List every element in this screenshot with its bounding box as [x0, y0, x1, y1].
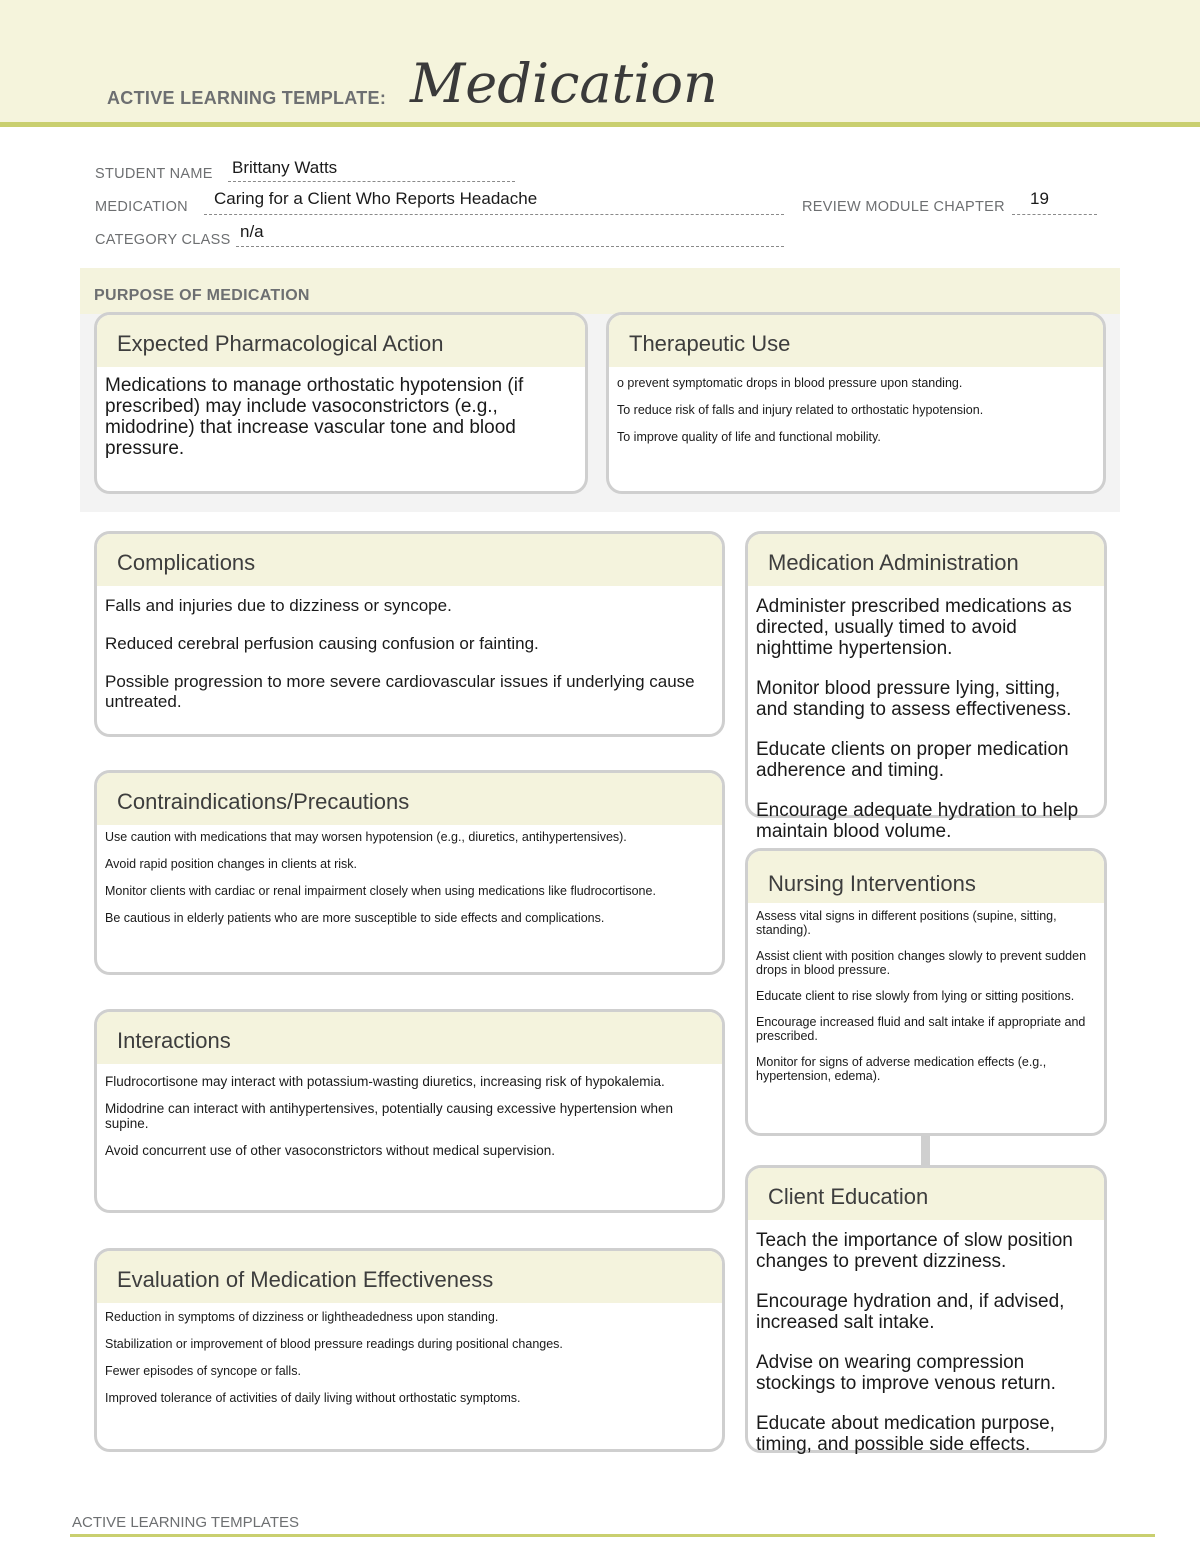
footer-rule	[70, 1534, 1155, 1537]
therapeutic-use-heading: Therapeutic Use	[609, 315, 1103, 367]
complications-item: Reduced cerebral perfusion causing confusion or fainting.	[105, 634, 539, 653]
complications-heading: Complications	[97, 534, 722, 586]
medication-line	[204, 214, 784, 215]
education-item: Educate about medication purpose, timing, and possible side effects.	[756, 1413, 1055, 1455]
interactions-item: Fludrocortisone may interact with potassium-wasting diuretics, increasing risk of hypokalemia.	[105, 1074, 665, 1089]
contraindications-item: Monitor clients with cardiac or renal impairment closely when using medications like fludrocortisone.	[105, 884, 656, 898]
administration-item: Educate clients on proper medication adherence and timing.	[756, 739, 1069, 781]
nursing-item: Educate client to rise slowly from lying or sitting positions.	[756, 989, 1075, 1003]
nursing-item: Assess vital signs in different positions (supine, sitting, standing).	[756, 909, 1057, 937]
administration-item: Administer prescribed medications as directed, usually timed to avoid nighttime hypertension.	[756, 596, 1072, 659]
category-class-label: CATEGORY CLASS	[95, 232, 231, 248]
education-item: Advise on wearing compression stockings to improve venous return.	[756, 1352, 1056, 1394]
expected-action-box	[94, 312, 588, 494]
education-heading: Client Education	[748, 1168, 1104, 1220]
therapeutic-use-box	[606, 312, 1106, 494]
footer-label: ACTIVE LEARNING TEMPLATES	[72, 1514, 299, 1531]
contraindications-item: Be cautious in elderly patients who are more susceptible to side effects and complications.	[105, 911, 605, 925]
education-item: Teach the importance of slow position changes to prevent dizziness.	[756, 1230, 1073, 1272]
complications-item: Possible progression to more severe cardiovascular issues if underlying cause untreated.	[105, 672, 695, 711]
administration-box	[745, 531, 1107, 842]
student-name-label: STUDENT NAME	[95, 166, 213, 182]
administration-item: Encourage adequate hydration to help maintain blood volume.	[756, 800, 1079, 842]
education-box	[745, 1165, 1107, 1453]
interactions-box	[94, 1009, 725, 1213]
contraindications-heading: Contraindications/Precautions	[97, 773, 722, 825]
expected-action-heading: Expected Pharmacological Action	[97, 315, 585, 367]
purpose-title: PURPOSE OF MEDICATION	[94, 287, 310, 304]
evaluation-item: Stabilization or improvement of blood pressure readings during positional changes.	[105, 1337, 563, 1351]
contraindications-item: Use caution with medications that may worsen hypotension (e.g., diuretics, antihypertensives).	[105, 830, 627, 844]
nursing-item: Assist client with position changes slowly to prevent sudden drops in blood pressure.	[756, 949, 1087, 977]
nursing-item: Monitor for signs of adverse medication effects (e.g., hypertension, edema).	[756, 1055, 1047, 1083]
contraindications-item: Avoid rapid position changes in clients at risk.	[105, 857, 357, 871]
evaluation-item: Improved tolerance of activities of daily living without orthostatic symptoms.	[105, 1391, 521, 1405]
connector-bar	[921, 1136, 930, 1167]
interactions-heading: Interactions	[97, 1012, 722, 1064]
review-module-line	[1012, 214, 1097, 215]
evaluation-box	[94, 1248, 725, 1452]
contraindications-box	[94, 770, 725, 975]
nursing-heading: Nursing Interventions	[748, 851, 1104, 903]
therapeutic-use-item: To reduce risk of falls and injury related to orthostatic hypotension.	[617, 403, 984, 417]
complications-item: Falls and injuries due to dizziness or syncope.	[105, 596, 452, 615]
page-title: Medication	[410, 52, 718, 115]
category-class-line	[236, 246, 784, 247]
medication-field[interactable]: Caring for a Client Who Reports Headache	[214, 189, 538, 208]
evaluation-item: Reduction in symptoms of dizziness or lightheadedness upon standing.	[105, 1310, 499, 1324]
therapeutic-use-item: To improve quality of life and functional mobility.	[617, 430, 881, 444]
evaluation-item: Fewer episodes of syncope or falls.	[105, 1364, 301, 1378]
nursing-box	[745, 848, 1107, 1136]
nursing-item: Encourage increased fluid and salt intake if appropriate and prescribed.	[756, 1015, 1086, 1043]
student-name-field[interactable]: Brittany Watts	[232, 158, 338, 177]
therapeutic-use-item: o prevent symptomatic drops in blood pressure upon standing.	[617, 376, 963, 390]
student-name-line	[228, 181, 515, 182]
interactions-item: Avoid concurrent use of other vasoconstrictors without medical supervision.	[105, 1143, 555, 1158]
complications-box	[94, 531, 725, 737]
evaluation-heading: Evaluation of Medication Effectiveness	[97, 1251, 722, 1303]
interactions-item: Midodrine can interact with antihypertensives, potentially causing excessive hypertension when supine.	[105, 1101, 674, 1131]
administration-heading: Medication Administration	[748, 534, 1104, 586]
administration-item: Monitor blood pressure lying, sitting, and standing to assess effectiveness.	[756, 678, 1072, 720]
medication-label: MEDICATION	[95, 199, 188, 215]
review-module-field[interactable]: 19	[1030, 189, 1049, 208]
template-label: ACTIVE LEARNING TEMPLATE:	[107, 88, 387, 108]
review-module-label: REVIEW MODULE CHAPTER	[802, 199, 1005, 215]
education-item: Encourage hydration and, if advised, increased salt intake.	[756, 1291, 1065, 1333]
category-class-field[interactable]: n/a	[240, 222, 264, 241]
expected-action-text: Medications to manage orthostatic hypotension (if prescribed) may include vasoconstrictors (e.g., midodrine) that increase vascular tone and blood pressure.	[105, 375, 524, 459]
